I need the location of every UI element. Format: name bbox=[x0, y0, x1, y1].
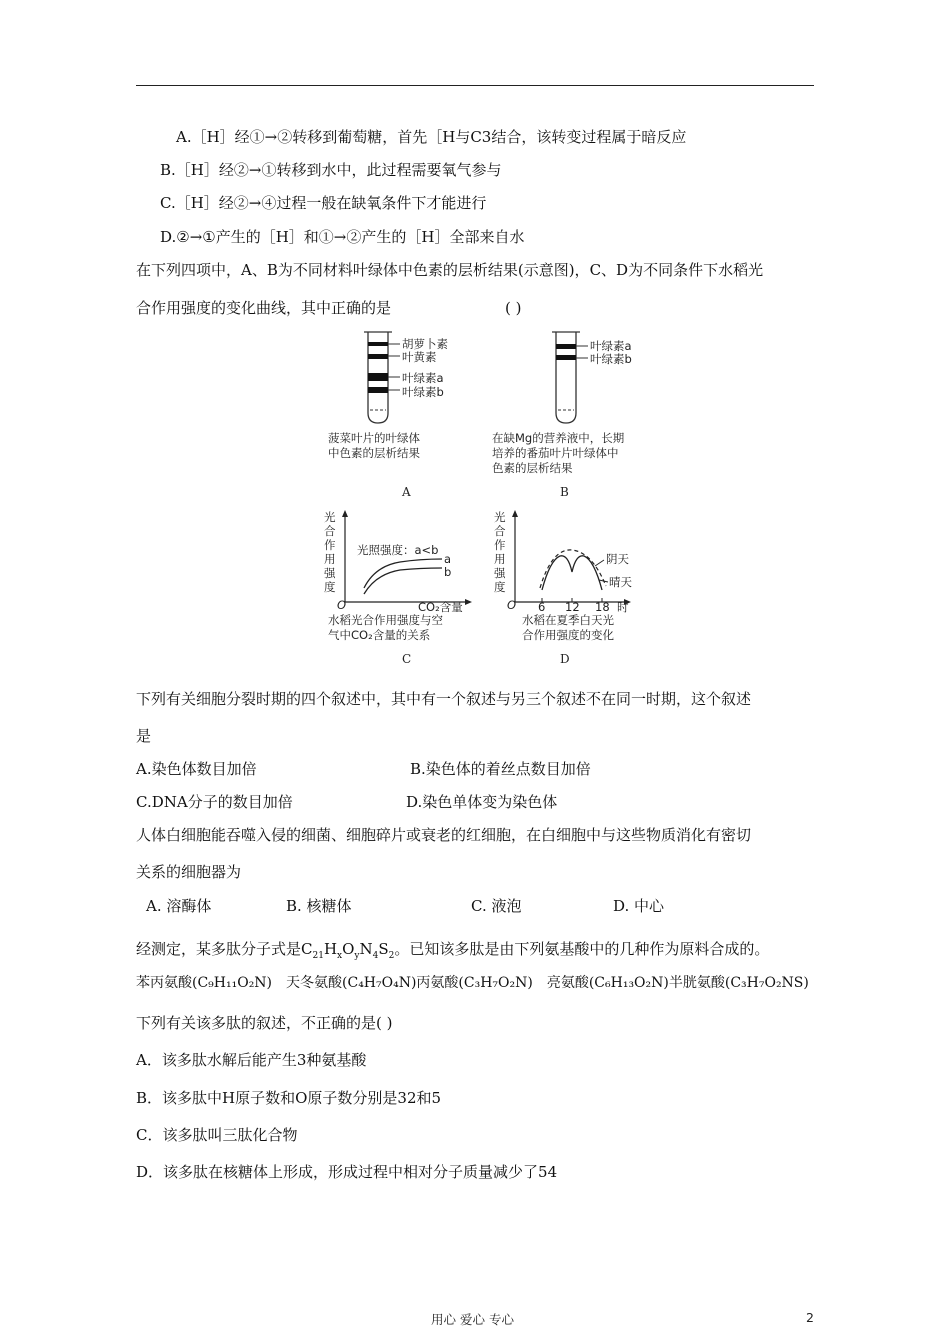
band-label: 叶绿素a bbox=[590, 339, 632, 353]
figure-caption: 合作用强度的变化 bbox=[522, 628, 614, 642]
option-c: C．该多肽叫三肽化合物 bbox=[136, 1126, 298, 1144]
figure-d bbox=[492, 508, 662, 673]
figure-caption: 色素的层析结果 bbox=[492, 461, 573, 475]
option-a: A.染色体数目加倍 bbox=[136, 760, 257, 778]
option-d: D．该多肽在核糖体上形成，形成过程中相对分子质量减少了54 bbox=[136, 1163, 558, 1181]
figure-caption: 培养的番茄叶片叶绿体中 bbox=[492, 446, 619, 460]
x-tick-label: 6 bbox=[538, 600, 546, 614]
figure-caption: 气中CO₂含量的关系 bbox=[328, 628, 431, 642]
figure-b bbox=[490, 328, 670, 503]
option-b: B.染色体的着丝点数目加倍 bbox=[410, 760, 591, 778]
question-stem: 合作用强度的变化曲线，其中正确的是 bbox=[136, 299, 392, 317]
question-stem: 人体白细胞能吞噬入侵的细菌、细胞碎片或衰老的红细胞，在白细胞中与这些物质消化有密切 bbox=[136, 826, 752, 844]
question-stem: 是 bbox=[136, 727, 152, 745]
option-a: A. 溶酶体 bbox=[146, 897, 212, 915]
band-chlorophyll-a bbox=[368, 373, 388, 381]
curve-a bbox=[364, 559, 442, 588]
option-c: C.［H］经②→④过程一般在缺氧条件下才能进行 bbox=[160, 194, 487, 212]
figure-caption: 水稻光合作用强度与空 bbox=[328, 613, 443, 627]
x-tick-label: 18 bbox=[595, 600, 610, 614]
header-rule bbox=[136, 85, 814, 86]
figure-caption: 水稻在夏季白天光 bbox=[522, 613, 614, 627]
band-label: 叶绿素b bbox=[402, 385, 444, 399]
figure-caption: 在缺Mg的营养液中，长期 bbox=[492, 431, 625, 445]
option-d: D.②→①产生的［H］和①→②产生的［H］全部来自水 bbox=[160, 228, 525, 246]
origin-label: O bbox=[337, 598, 347, 612]
band-chlorophyll-b bbox=[368, 387, 388, 393]
curve-label-a: a bbox=[444, 552, 452, 566]
band-label: 叶绿素a bbox=[402, 371, 444, 385]
option-b: B.［H］经②→①转移到水中，此过程需要氧气参与 bbox=[160, 161, 502, 179]
question-stem: 下列有关细胞分裂时期的四个叙述中，其中有一个叙述与另三个叙述不在同一时期，这个叙述 bbox=[136, 690, 752, 708]
x-tick-label: 12 bbox=[565, 600, 580, 614]
footer-slogan: 用心 爱心 专心 bbox=[431, 1312, 514, 1327]
question-stem: 关系的细胞器为 bbox=[136, 863, 242, 881]
figure-a bbox=[320, 328, 480, 503]
curve-label-b: b bbox=[444, 565, 452, 579]
co2-chart bbox=[320, 508, 480, 608]
figure-letter: C bbox=[402, 652, 412, 666]
x-axis-label: CO₂含量 bbox=[418, 600, 463, 614]
option-c: C. 液泡 bbox=[471, 897, 522, 915]
curve-sunny bbox=[542, 556, 602, 590]
question-stem: 在下列四项中，A、B为不同材料叶绿体中色素的层析结果(示意图)，C、D为不同条件下水稻光 bbox=[136, 261, 764, 279]
figure-caption: 中色素的层析结果 bbox=[328, 446, 420, 460]
test-tube-b bbox=[490, 328, 670, 428]
answer-paren: ( ) bbox=[505, 299, 522, 317]
option-d: D. 中心 bbox=[613, 897, 665, 915]
figure-letter: A bbox=[402, 485, 411, 499]
origin-label: O bbox=[507, 598, 517, 612]
band-label: 叶黄素 bbox=[402, 350, 437, 364]
option-b: B．该多肽中H原子数和O原子数分别是32和5 bbox=[136, 1089, 442, 1107]
y-axis-label: 光 合 作 用 强 度 bbox=[324, 510, 336, 594]
band-chlorophyll-b bbox=[556, 355, 576, 360]
figure-caption: 菠菜叶片的叶绿体 bbox=[328, 431, 420, 445]
band-xanthophyll bbox=[368, 354, 388, 359]
question-stem: 经测定，某多肽分子式是$C_{21}H_xO_yN_4S_2$。已知该多肽是由下列氨基酸中的几种作为原料合成的。 bbox=[136, 940, 770, 961]
legend-sunny: 晴天 bbox=[609, 575, 632, 589]
option-d: D.染色单体变为染色体 bbox=[406, 793, 558, 811]
question-stem: 下列有关该多肽的叙述，不正确的是( ) bbox=[136, 1014, 393, 1032]
legend-cloudy: 阴天 bbox=[606, 552, 629, 566]
band-chlorophyll-a bbox=[556, 344, 576, 349]
chart-annotation: 光照强度：a<b bbox=[357, 543, 439, 557]
amino-acid-list: 苯丙氨酸(C₉H₁₁O₂N) 天冬氨酸(C₄H₇O₄N)丙氨酸(C₃H₇O₂N) 亮氨酸(C₆H₁₃O₂N)半胱氨酸(C₃H₇O₂NS) bbox=[136, 975, 809, 991]
option-a: A.［H］经①→②转移到葡萄糖，首先［H与C3结合，该转变过程属于暗反应 bbox=[176, 128, 687, 146]
page-number: 2 bbox=[806, 1310, 814, 1325]
band-carotene bbox=[368, 342, 388, 346]
option-c: C.DNA分子的数目加倍 bbox=[136, 793, 293, 811]
test-tube-a bbox=[320, 328, 480, 428]
option-a: A．该多肽水解后能产生3种氨基酸 bbox=[136, 1051, 367, 1069]
figure-letter: B bbox=[560, 485, 569, 499]
x-axis-unit: 时 bbox=[617, 600, 629, 614]
option-b: B. 核糖体 bbox=[286, 897, 352, 915]
daylight-chart bbox=[492, 508, 662, 608]
y-axis-label: 光 合 作 用 强 度 bbox=[494, 510, 506, 594]
band-label: 叶绿素b bbox=[590, 352, 632, 366]
figure-c bbox=[320, 508, 480, 673]
band-label: 胡萝卜素 bbox=[402, 337, 448, 351]
figure-letter: D bbox=[560, 652, 570, 666]
